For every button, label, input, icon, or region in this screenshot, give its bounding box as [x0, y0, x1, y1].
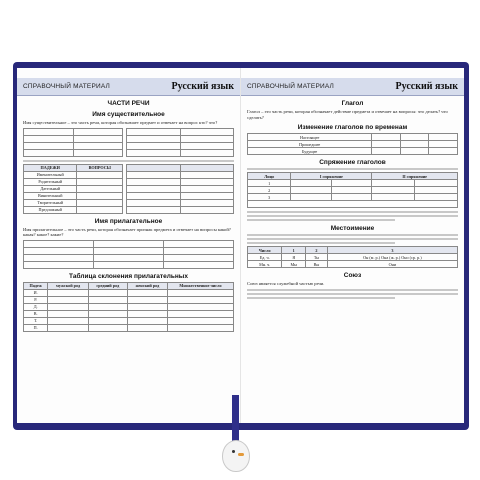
case-name: Винительный	[24, 192, 77, 199]
adjective-definition: Имя прилагательное – это часть речи, которая обозначает признак предмета и отвечает на вопросы какой? какая? какое? какие?	[23, 226, 231, 238]
conjunction-definition: Союз является служебной частью речи.	[247, 281, 325, 287]
case-name: Родительный	[24, 178, 77, 185]
section-title: Спряжение глаголов	[319, 159, 386, 167]
table-cell: ВОПРОСЫ	[77, 164, 123, 171]
section-title: Таблица склонения прилагательных	[69, 272, 188, 280]
verb-definition: Глагол – это часть речи, которая обозначает действие предмета и отвечает на вопросы: что делать? что сделать?	[247, 109, 448, 120]
tenses-table	[247, 133, 458, 155]
table-cell: Он (м. р.) Она (ж. р.) Оно (ср. р.)	[327, 254, 457, 261]
tense-name: Настоящее	[248, 134, 372, 141]
pronoun-table	[247, 246, 458, 268]
cases-table	[23, 164, 123, 214]
number-label: Мн. ч.	[248, 261, 282, 268]
section-title: Имя существительное	[92, 111, 165, 118]
case-row-label: И.	[24, 289, 48, 296]
left-page-header	[17, 78, 240, 96]
gender-table	[23, 128, 123, 157]
section-title: Союз	[343, 272, 362, 280]
declension-table	[23, 282, 234, 332]
table-cell: Ты	[306, 254, 328, 261]
table-cell: Вы	[306, 261, 328, 268]
case-row-label: Д.	[24, 303, 48, 310]
case-name: Творительный	[24, 199, 77, 206]
noun-definition: Имя существительное – это часть речи, которая обозначает предмет и отвечает на вопрос кто? что?	[23, 120, 218, 125]
conjugation-table	[247, 172, 458, 208]
table-cell: ПАДЕЖИ	[24, 164, 77, 171]
section-title: ЧАСТИ РЕЧИ	[107, 100, 150, 107]
case-row-label: Т.	[24, 317, 48, 324]
case-name: Дательный	[24, 185, 77, 192]
declension-types-table	[126, 164, 234, 214]
table-cell: средний род	[88, 282, 127, 289]
right-page-header	[241, 78, 464, 96]
duck-charm-icon	[222, 440, 250, 472]
subject-title: Русский язык	[171, 81, 234, 92]
person-number: 1	[248, 180, 291, 187]
reference-label: СПРАВОЧНЫЙ МАТЕРИАЛ	[247, 83, 334, 90]
adjective-table	[23, 240, 234, 269]
table-cell: II спряжение	[372, 173, 458, 180]
person-number: 2	[248, 187, 291, 194]
table-cell: Мы	[282, 261, 306, 268]
section-title: Имя прилагательное	[94, 217, 163, 225]
table-cell: Множественное число	[168, 282, 234, 289]
person-number: 3	[248, 194, 291, 201]
table-cell: Падеж	[24, 282, 48, 289]
table-cell: Лицо	[248, 173, 291, 180]
table-cell: 2	[306, 247, 328, 254]
number-table	[126, 128, 234, 157]
case-name: Предложный	[24, 206, 77, 213]
case-row-label: П.	[24, 324, 48, 331]
table-cell: Я	[282, 254, 306, 261]
number-label: Ед. ч.	[248, 254, 282, 261]
table-cell: 1	[282, 247, 306, 254]
case-row-label: Р.	[24, 296, 48, 303]
section-title: Изменение глаголов по временам	[297, 124, 408, 132]
case-row-label: В.	[24, 310, 48, 317]
table-cell: Они	[327, 261, 457, 268]
case-tables	[17, 164, 240, 214]
table-cell: женский род	[127, 282, 167, 289]
subject-title: Русский язык	[395, 81, 458, 92]
case-name: Именительный	[24, 171, 77, 178]
section-title: Глагол	[341, 100, 364, 107]
section-title: Местоимение	[330, 225, 375, 233]
right-page	[241, 68, 464, 423]
tense-name: Будущее	[248, 148, 372, 155]
tense-name: Прошедшее	[248, 141, 372, 148]
table-cell: 3	[327, 247, 457, 254]
left-page	[17, 68, 240, 423]
reference-label: СПРАВОЧНЫЙ МАТЕРИАЛ	[23, 83, 110, 90]
table-cell: Число	[248, 247, 282, 254]
table-cell: мужской род	[48, 282, 89, 289]
noun-tables	[17, 128, 240, 157]
table-cell: I спряжение	[291, 173, 372, 180]
